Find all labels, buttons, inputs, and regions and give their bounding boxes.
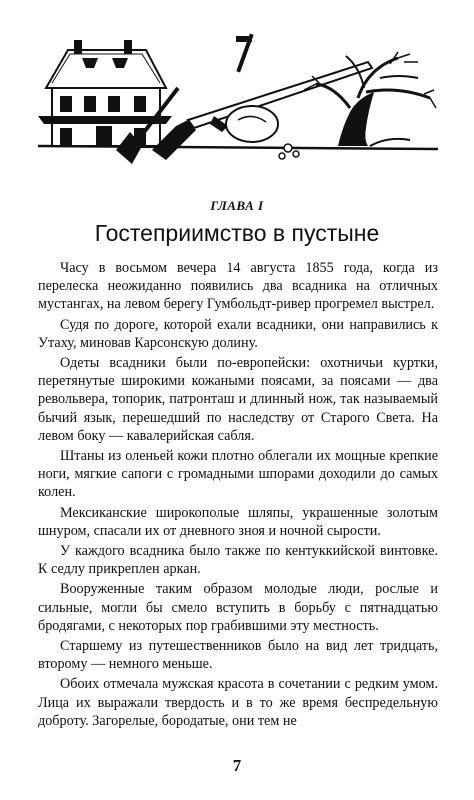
page-number: 7: [232, 756, 242, 775]
paragraph: Судя по дороге, которой ехали всадники, они направились к Утаху, миновав Карсонскую долину.: [38, 316, 438, 351]
house-icon: [38, 40, 172, 146]
paragraph: Мексиканские широкополые шляпы, украшенные золотым шнуром, спасали их от дневного зноя и ночной сырости.: [38, 504, 438, 539]
paragraph: Одеты всадники были по-европейски: охотничьи куртки, перетянутые широкими кожаными поясами, за поясами — два револьвера, топорик, патронташ и длинный нож, так называемый бычий язык, перешедший по наследству от Старого Света. На левом боку — кавалерийская сабля.: [38, 355, 438, 444]
paragraph: Штаны из оленьей кожи плотно облегали их мощные крепкие ноги, мягкие сапоги с громадными шпорами доходили до самых колен.: [38, 448, 438, 501]
chapter-header-illustration: [38, 28, 438, 168]
chapter-number: ГЛАВА I: [210, 198, 264, 213]
chapter-title: Гостеприимство в пустыне: [94, 220, 380, 246]
chapter-body: [38, 259, 438, 732]
paragraph: Вооруженные таким образом молодые люди, рослые и сильные, могли бы смело вступить в борьбу с пятнадцатью бродягами, с некоторых пор грабившими эту местность.: [38, 581, 438, 634]
paragraph: Обоих отмечала мужская красота в сочетании с редким умом. Лица их выражали твердость и в то же время беспредельную доброту. Загорелые, бородатые, они тем не: [38, 676, 438, 729]
rocks-icon: [226, 106, 299, 159]
paragraph: Часу в восьмом вечера 14 августа 1855 года, когда из перелеска неожиданно появились два всадника на отличных мустангах, на левом берегу Гумбольдт-ривер прогремел выстрел.: [38, 260, 438, 313]
paragraph: У каждого всадника было также по кентуккийской винтовке. К седлу прикреплен аркан.: [38, 543, 438, 578]
paragraph: Старшему из путешественников было на вид лет тридцать, второму — немного меньше.: [38, 638, 438, 673]
